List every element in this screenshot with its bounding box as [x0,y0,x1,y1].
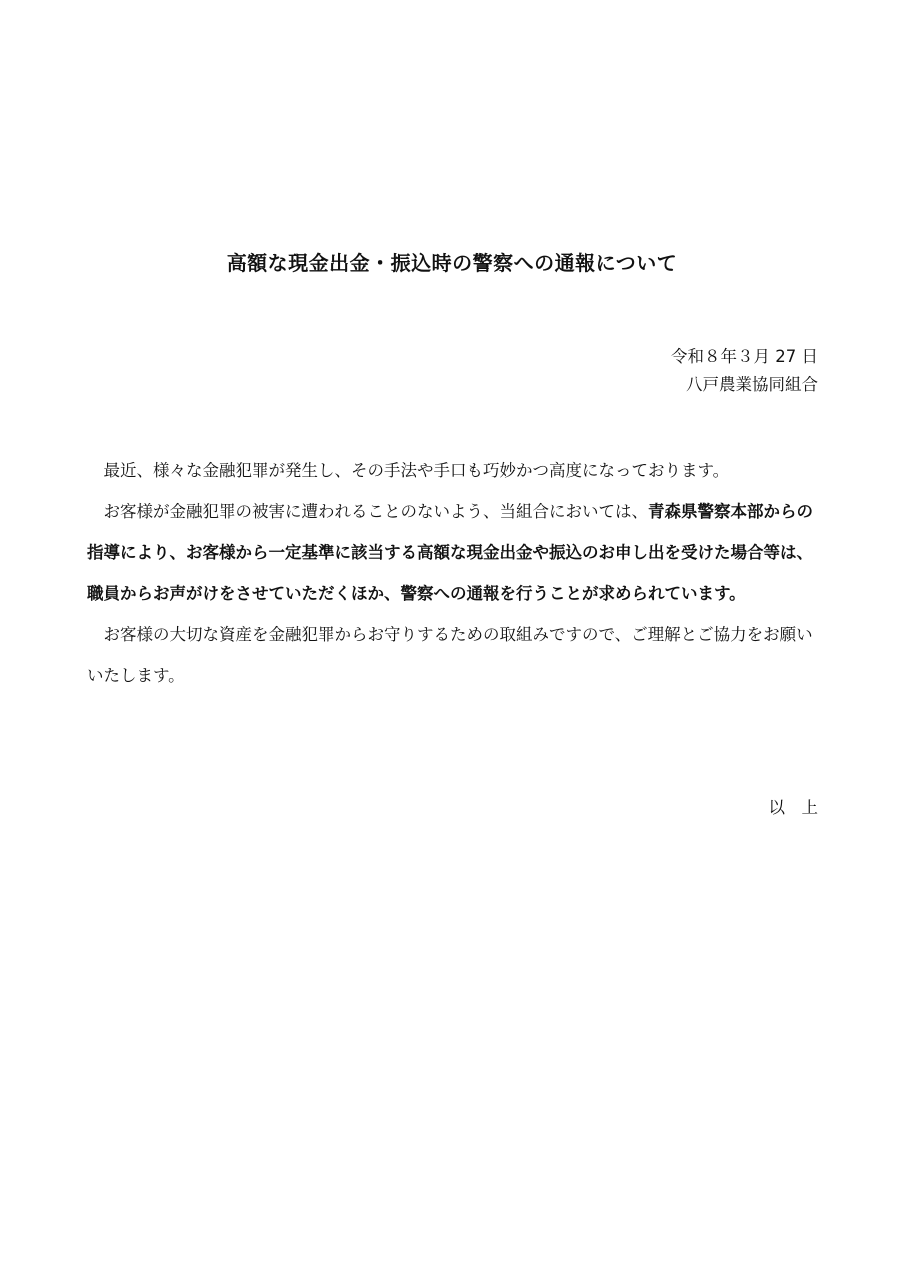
paragraph-3: お客様の大切な資産を金融犯罪からお守りするための取組みですので、ご理解とご協力をお願いいたします。 [87,625,813,685]
paragraph-1: 最近、様々な金融犯罪が発生し、その手法や手口も巧妙かつ高度になっております。 [103,461,730,480]
body-text [87,450,819,696]
issuer-name: 八戸農業協同組合 [686,375,818,394]
paragraph-2-bold: 青森県警察本部からの指導により、お客様から一定基準に該当する高額な現金出金や振込のお申し出を受けた場合等は、職員からお声がけをさせていただくほか、警察への通報を行うことが求められています。 [87,502,813,603]
closing-mark: 以 上 [768,798,818,817]
paragraph-2-normal: お客様が金融犯罪の被害に遭われることのないよう、当組合においては、 [103,502,648,521]
document-date: 令和８年３月 27 日 [671,347,818,366]
paragraph-2 [87,491,819,614]
document-title: 高額な現金出金・振込時の警察への通報について [226,251,678,275]
date-issuer-block [671,343,818,399]
